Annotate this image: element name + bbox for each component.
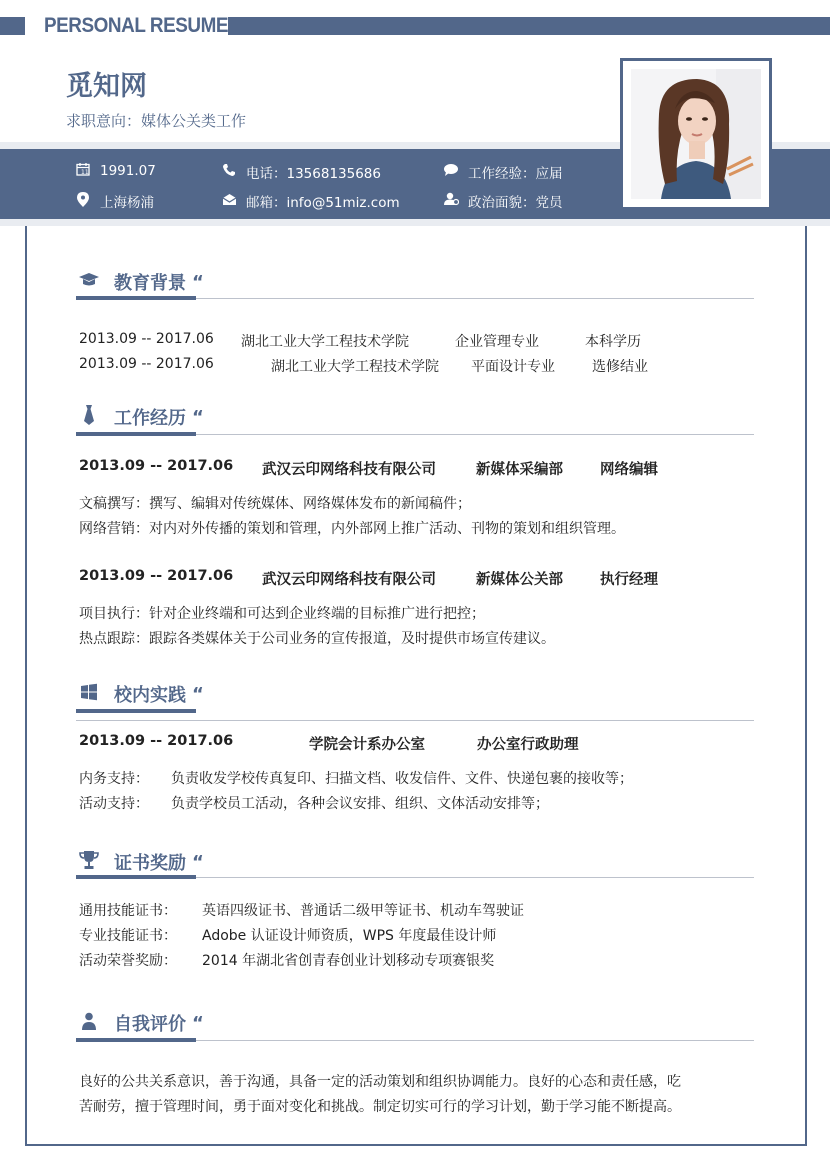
award-label-2: 专业技能证书： [79, 928, 177, 944]
edu-date-2: 2013.09 -- 2017.06 [79, 356, 214, 372]
job-1-role: 网络编辑 [600, 462, 658, 478]
award-label-1: 通用技能证书： [79, 903, 177, 919]
location-item [74, 191, 154, 211]
campus-text-1: 负责收发学校传真复印、扫描文档、收发信件、文件、快递包裹的接收等； [171, 771, 633, 787]
job-2-line-1: 项目执行：针对企业终端和可达到企业终端的目标推广进行把控； [79, 606, 485, 622]
award-text-2: Adobe 认证设计师资质，WPS 年度最佳设计师 [202, 928, 497, 944]
self-line-2: 苦耐劳，擅于管理时间，勇于面对变化和挑战。制定切实可行的学习计划，勤于学习能不断提高。 [79, 1099, 681, 1115]
campus-label-1: 内务支持： [79, 771, 149, 787]
trophy-icon [78, 850, 100, 875]
campus-heading [78, 681, 204, 707]
campus-role: 办公室行政助理 [477, 737, 579, 753]
edu-school-2: 湖北工业大学工程技术学院 [271, 359, 439, 375]
experience-item [442, 162, 563, 182]
campus-text-2: 负责学校员工活动，各种会议安排、组织、文体活动安排等； [171, 796, 549, 812]
phone-text: 电话：13568135686 [246, 166, 381, 182]
campus-title: 校内实践 [114, 685, 186, 706]
job-intent: 求职意向：媒体公关类工作 [66, 112, 247, 130]
profile-photo-frame [620, 58, 772, 210]
graduation-cap-icon [78, 272, 100, 293]
header-bar-right [228, 17, 830, 35]
quote-mark: “ [192, 271, 204, 293]
job-1-date: 2013.09 -- 2017.06 [79, 458, 234, 474]
job-2-dept: 新媒体公关部 [476, 572, 563, 588]
birth-item [74, 162, 156, 180]
windows-grid-icon [78, 683, 100, 706]
quote-mark: “ [192, 406, 204, 428]
job-1-line-2: 网络营销：对内对外传播的策划和管理，内外部网上推广活动、刊物的策划和组织管理。 [79, 521, 625, 537]
section-accent-bar [76, 1038, 196, 1042]
experience-text: 工作经验：应届 [468, 166, 563, 182]
resume-tag: PERSONAL RESUME [44, 14, 229, 37]
chat-bubble-icon [442, 163, 460, 181]
edu-major-2: 平面设计专业 [471, 359, 555, 375]
quote-mark: “ [192, 1012, 204, 1034]
self-title: 自我评价 [114, 1014, 186, 1035]
mail-icon [220, 193, 238, 210]
education-heading [78, 269, 204, 295]
edu-date-1: 2013.09 -- 2017.06 [79, 331, 214, 347]
work-title: 工作经历 [114, 408, 186, 429]
self-line-1: 良好的公共关系意识，善于沟通，具备一定的活动策划和组织协调能力。良好的心态和责任感，吃 [79, 1074, 681, 1090]
award-label-3: 活动荣誉奖励： [79, 953, 177, 969]
header-bar-left [0, 17, 25, 35]
email-text: 邮箱：info@51miz.com [246, 195, 400, 211]
quote-mark: “ [192, 851, 204, 873]
quote-mark: “ [192, 683, 204, 705]
section-divider [76, 720, 754, 721]
award-text-3: 2014 年湖北省创青春创业计划移动专项赛银奖 [202, 953, 495, 969]
profile-photo [631, 69, 761, 199]
job-2-line-2: 热点跟踪：跟踪各类媒体关于公司业务的宣传报道，及时提供市场宣传建议。 [79, 631, 555, 647]
edu-degree-2: 选修结业 [592, 359, 648, 375]
section-accent-bar [76, 296, 196, 300]
awards-heading [78, 849, 204, 875]
awards-title: 证书奖励 [114, 853, 186, 874]
job-2-company: 武汉云印网络科技有限公司 [262, 572, 436, 588]
user-badge-icon [442, 192, 460, 210]
edu-degree-1: 本科学历 [585, 334, 641, 350]
campus-label-2: 活动支持： [79, 796, 149, 812]
job-2-date: 2013.09 -- 2017.06 [79, 568, 234, 584]
location-pin-icon [74, 192, 92, 211]
job-1-dept: 新媒体采编部 [476, 462, 563, 478]
person-icon [78, 1012, 100, 1035]
job-2-role: 执行经理 [600, 572, 658, 588]
phone-item [220, 162, 381, 182]
self-heading [78, 1010, 204, 1036]
email-item [220, 191, 400, 211]
award-text-1: 英语四级证书、普通话二级甲等证书、机动车驾驶证 [202, 903, 524, 919]
section-accent-bar [76, 709, 196, 713]
location-text: 上海杨浦 [100, 195, 154, 211]
phone-icon [220, 163, 238, 181]
birth-text: 1991.07 [100, 163, 156, 179]
svg-text:11: 11 [81, 169, 89, 176]
politics-item [442, 191, 563, 211]
campus-org: 学院会计系办公室 [309, 737, 425, 753]
edu-major-1: 企业管理专业 [455, 334, 539, 350]
section-accent-bar [76, 432, 196, 436]
campus-date: 2013.09 -- 2017.06 [79, 733, 234, 749]
candidate-name: 觅知网 [66, 71, 147, 102]
necktie-icon [78, 405, 100, 430]
job-1-line-1: 文稿撰写：撰写、编辑对传统媒体、网络媒体发布的新闻稿件； [79, 496, 471, 512]
job-1-company: 武汉云印网络科技有限公司 [262, 462, 436, 478]
calendar-icon [74, 162, 92, 180]
politics-text: 政治面貌：党员 [468, 195, 563, 211]
work-heading [78, 404, 204, 430]
section-accent-bar [76, 875, 196, 879]
edu-school-1: 湖北工业大学工程技术学院 [241, 334, 409, 350]
education-title: 教育背景 [114, 273, 186, 294]
